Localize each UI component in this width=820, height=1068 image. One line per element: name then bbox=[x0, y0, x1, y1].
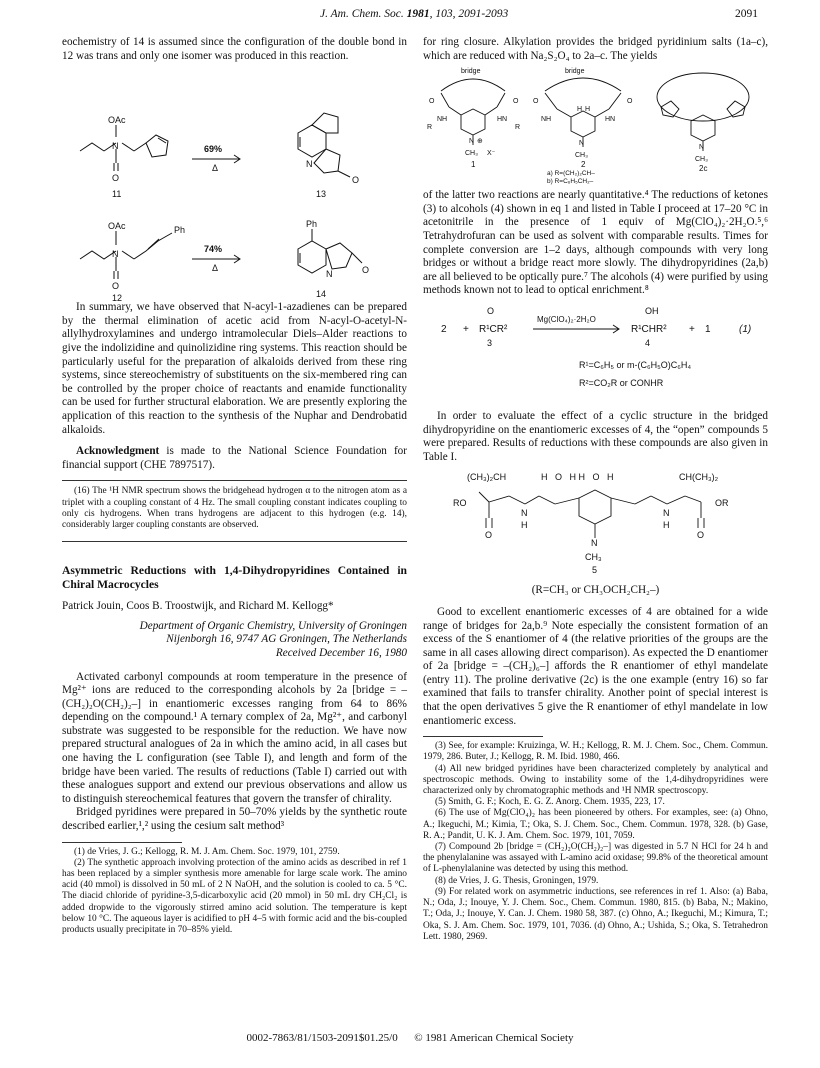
bridge-arc-1 bbox=[441, 79, 505, 91]
heat-symbol-2: Δ bbox=[212, 263, 219, 274]
sm11-vinyl bbox=[80, 143, 104, 151]
compound-label-5: 5 bbox=[592, 565, 598, 576]
svg-text:OH: OH bbox=[645, 305, 659, 316]
macrocycle-2c bbox=[657, 73, 749, 121]
r2-definition: R²=CO₂R or CONHR bbox=[579, 377, 664, 388]
pyridinium-ring bbox=[461, 109, 485, 135]
svg-text:H: H bbox=[663, 520, 670, 531]
compound-label-2c: 2c bbox=[699, 164, 708, 174]
summary-paragraph: In summary, we have observed that N-acyl-1-azadienes can be prepared by the thermal elimination of acetic acid from N-acyl-O-acetyl-N-allylhydroxylamines and undergo intramolecular Diels–Alder reactions to give the indolizidine and quinolizidine ring systems. This reaction should be particularly useful for the preparation of alkaloids derived from these ring systems, since stereochemistry of substituents on the six-membered ring can be controlled by the proper choice of reactants and enamide functionality can be used for further structural elaboration. We are presently exploring the application of this reaction to the synthesis of the Nuphar and Dendrobatid alkaloids. bbox=[62, 301, 407, 436]
svg-text:O: O bbox=[429, 98, 435, 106]
svg-text:CH₃: CH₃ bbox=[585, 552, 602, 563]
footnote-7: (7) Compound 2b [bridge = (CH₂)₂O(CH₂)₂–] was digested in 5.7 N HCl for 24 h and the phenylalanine was assayed with L-amino acid oxidase; 99.8% of the theoretical amount of L-phenylalanine was detected by using this method. bbox=[423, 842, 768, 875]
paragraph: eochemistry of 14 is assumed since the configuration of the double bond in 12 was trans and only one isomer was produced in this reaction. bbox=[62, 36, 407, 62]
svg-text:H: H bbox=[577, 106, 583, 114]
footnote-divider-2 bbox=[62, 842, 182, 843]
right-column bbox=[423, 36, 768, 943]
p14-ph: Ph bbox=[306, 219, 318, 230]
received-date: Received December 16, 1980 bbox=[275, 646, 407, 659]
svg-text:N: N bbox=[699, 144, 705, 152]
paragraph: In order to evaluate the effect of a cyclic structure in the bridged dihydropyridine on the enantiomeric excesses of 4, the “open” compounds 5 were prepared. Results of reductions with these compounds are also given in Table I. bbox=[423, 409, 768, 463]
article-code: 0002-7863/81/1503-2091$01.25/0 bbox=[246, 1032, 398, 1044]
eq-number: (1) bbox=[739, 323, 752, 335]
svg-text:O: O bbox=[485, 530, 493, 541]
footnote-16: (16) The ¹H NMR spectrum shows the bridgehead hydrogen α to the nitrogen atom as a triplet with a coupling constant of 4 Hz. The small coupling constant indicates coupling to only cis hydrogens. When trans hydrogens are adjacent to this hydrogen (e.g. 14), considerably larger coupling constants are observed. bbox=[62, 486, 407, 530]
sm12-oac: OAc bbox=[108, 221, 126, 232]
article-divider bbox=[62, 541, 407, 542]
bridged-pyridine-figure bbox=[423, 63, 768, 186]
svg-text:CH₃: CH₃ bbox=[575, 152, 588, 160]
svg-text:CH₃: CH₃ bbox=[465, 150, 478, 158]
svg-text:(CH₃)₂CH: (CH₃)₂CH bbox=[467, 472, 507, 483]
acknowledgment: Acknowledgment is made to the National Science Foundation for financial support (CHE 7897517). bbox=[62, 445, 407, 471]
footnote-8: (8) de Vries, J. G. Thesis, Groningen, 1979. bbox=[435, 875, 599, 886]
eq-product: R¹CHR² bbox=[631, 323, 667, 335]
svg-text:NH: NH bbox=[541, 116, 552, 124]
footnote-2: (2) The synthetic approach involving protection of the amino acids as described in ref 1 has been replaced by a simpler synthesis more amenable for large scale work. The amino acid (40 mmol) is dissolved in 50 mL of 2 N NaOH, and the solution is cooled to ca. 5 °C. The diacid chloride of pyridine-3,5-dicarboxylic acid (20 mmol) in 50 mL dry CH₂Cl₂ is added dropwide to the vigorously stirred amino acid solution. The temperature is kept below 10 °C. The aqueous layer is acidified to pH 4–5 with formic acid and the bis-coupled products usually precipitate in 70–85% yield. bbox=[62, 857, 407, 936]
yield-1: 69% bbox=[204, 144, 223, 155]
svg-text:R: R bbox=[427, 124, 433, 132]
dihydropyridine-ring-2c bbox=[691, 115, 715, 141]
page-footer bbox=[0, 1032, 820, 1044]
svg-text:+: + bbox=[689, 323, 695, 335]
left-column bbox=[62, 36, 407, 936]
compound-label-13: 13 bbox=[316, 189, 327, 200]
svg-text:HN: HN bbox=[497, 116, 508, 124]
svg-text:N: N bbox=[579, 140, 585, 148]
body-paragraph-1: Activated carbonyl compounds at room temperature in the presence of Mg²⁺ ions are reduced to the corresponding alcohols by 2a [bridge = –(CH₂)₂O(CH₂)₂–] in enantiomeric excesses ranging from 64 to 86% depending on the compound.¹ A ternary complex of 2a, Mg²⁺, and carbonyl substrate was suggested to be responsible for the reduction. We have now prepared structural analogues of 2a in which the amino acid, in all cases but one having the L configuration (see Table I), and length and form of the bridge have been varied. The results of reductions (Table I) carried out with these analogues support and extend our previous observations and allow us to distinguish stereochemical features that govern the transfer of chirality. bbox=[62, 670, 407, 805]
dihydropyridine-ring bbox=[571, 111, 595, 137]
paragraph: Good to excellent enantiomeric excesses of 4 are obtained for a wide range of bridges for 2a,b.⁹ Note especially the consistent formation of an excess of the S enantiomer of 4 (the relative priorities of the groups are the same in all cases allowing direct comparison). As expected the D enantiomer of 2a [bridge = –(CH₂)₆–] affords the R enantiomer of ethyl mandelate (entry 11). The proline derivative (2c) is the one example (entry 16) so far examined that fails to transfer chirality. Another point of special interest is that the open derivatives 5 give the R enantiomer of ethyl mandelate in low enantiomeric excess. bbox=[423, 605, 768, 727]
heat-symbol-1: Δ bbox=[212, 163, 219, 174]
svg-text:O: O bbox=[487, 305, 495, 316]
sm12-structure bbox=[80, 231, 172, 279]
authors: Patrick Jouin, Coos B. Troostwijk, and Richard M. Kellogg* bbox=[62, 600, 334, 613]
compound-label-12: 12 bbox=[112, 293, 123, 304]
footnote-divider bbox=[62, 480, 407, 481]
svg-text:H: H bbox=[521, 520, 528, 531]
svg-text:CH(CH₃)₂: CH(CH₃)₂ bbox=[679, 472, 719, 483]
p14-o: O bbox=[362, 265, 370, 276]
compound-5-note: (R=CH₃ or CH₃OCH₂CH₂–) bbox=[531, 584, 660, 597]
bridge-arc-2 bbox=[545, 78, 621, 91]
p13-n: N bbox=[306, 159, 313, 170]
footnote-5: (5) Smith, G. F.; Koch, E. G. Z. Anorg. Chem. 1935, 223, 17. bbox=[435, 797, 665, 808]
product-14-structure bbox=[298, 229, 362, 273]
svg-text:R: R bbox=[515, 124, 521, 132]
yield-2: 74% bbox=[204, 244, 223, 255]
sm12-ph: Ph bbox=[174, 225, 186, 236]
footnote-4: (4) All new bridged pyridines have been characterized completely by analytical and spectroscopic methods. Owing to instability some of the 1,4-dihydropyridines were characterized only by chromatographic methods and ¹H NMR spectroscopy. bbox=[423, 763, 768, 797]
svg-text:OR: OR bbox=[715, 498, 729, 509]
svg-text:O: O bbox=[697, 530, 705, 541]
affiliation-line-1: Department of Organic Chemistry, University of Groningen bbox=[139, 619, 407, 632]
page-header bbox=[0, 8, 820, 24]
r1-definition: R¹=C₆H₅ or m-(C₆H₅O)C₆H₄ bbox=[579, 359, 692, 370]
footnote-9: (9) For related work on asymmetric inductions, see references in ref 1. Also: (a) Baba, N.; Oda, J.; Inouye, Y. J. Chem. Soc., Chem. Commun. 1980, 815. (b) Baba, N.; Makino, T.; Oda, J.; Inouye, Y. Can. J. Chem. 1980 58, 387. (c) Ohno, A.; Ikeguchi, M.; Kimura, T.; Oka, S. J. Am. Chem. Soc. 1979, 101, 7036. (d) Ohno, A.; Ushida, S.; Oka, S. Tetrahedron Lett. 1980, 2969. bbox=[423, 886, 768, 942]
footnote-3: (3) See, for example: Kruizinga, W. H.; Kellogg, R. M. J. Chem. Soc., Chem. Commun. 1979, 286. Buter, J.; Kellogg, R. M. Ibid. 1980, 466. bbox=[423, 741, 768, 763]
dihydropyridine-ring-5 bbox=[579, 490, 611, 524]
bridge-label-1: bridge bbox=[461, 68, 481, 76]
p14-n: N bbox=[326, 269, 333, 280]
eq-reactant-2: 2 bbox=[441, 323, 447, 335]
plus-charge: ⊕ bbox=[477, 138, 483, 146]
note-a: a) R=(CH₂)₂CH– bbox=[547, 170, 595, 178]
compound-label-2: 2 bbox=[581, 160, 586, 170]
page-number: 2091 bbox=[735, 8, 758, 20]
svg-text:NH: NH bbox=[437, 116, 448, 124]
p13-o: O bbox=[352, 175, 360, 186]
svg-text:O: O bbox=[533, 98, 539, 106]
eq-reagent: Mg(ClO₄)₂·2H₂O bbox=[537, 314, 596, 324]
svg-text:RO: RO bbox=[453, 498, 467, 509]
eq-product-num: 4 bbox=[645, 337, 651, 348]
footnote-6: (6) The use of Mg(ClO₄)₂ has been pioneered by others. For examples, see: (a) Ohno, A.; Ikeguchi, M.; Kimia, T.; Oka, S. J. Chem. Soc., Chem. Commun. 1978, 328. (b) Gase, R. A.; Pandit, U. K. J. Am. Chem. Soc. 1979, 101, 7059. bbox=[423, 808, 768, 841]
svg-text:H O H H O H: H O H H O H bbox=[541, 472, 614, 483]
equation-1 bbox=[423, 302, 768, 408]
sm12-n: N bbox=[112, 249, 119, 260]
sm12-o: O bbox=[112, 281, 120, 292]
eq-ketone: R¹CR² bbox=[479, 323, 508, 335]
cyclopentene-ring bbox=[146, 135, 168, 157]
footnote-1: (1) de Vries, J. G.; Kellogg, R. M. J. Am. Chem. Soc. 1979, 101, 2759. bbox=[74, 846, 340, 857]
sm11-o: O bbox=[112, 173, 120, 184]
reaction-scheme bbox=[62, 63, 407, 304]
footnotes-left bbox=[62, 847, 407, 937]
note-b: b) R=C₆H₅CH₂– bbox=[547, 178, 594, 186]
svg-text:O: O bbox=[513, 98, 519, 106]
footnotes-right bbox=[423, 741, 768, 943]
eq-byproduct: 1 bbox=[705, 323, 711, 335]
bridge-label-2: bridge bbox=[565, 68, 585, 76]
paragraph: for ring closure. Alkylation provides the bridged pyridinium salts (1a–c), which are reduced with Na₂S₂O₄ to 2a–c. The yields bbox=[423, 36, 768, 62]
svg-text:N: N bbox=[469, 138, 475, 146]
body-paragraph-2: Bridged pyridines were prepared in 50–70% yields by the synthetic route described earlier,¹,² using the cesium salt method³ bbox=[62, 806, 407, 833]
copyright: © 1981 American Chemical Society bbox=[414, 1032, 574, 1044]
svg-text:H: H bbox=[585, 106, 591, 114]
article-title: Asymmetric Reductions with 1,4-Dihydropyridines Contained in Chiral Macrocycles bbox=[62, 564, 407, 592]
svg-text:N: N bbox=[663, 508, 670, 519]
sm11-n: N bbox=[112, 141, 119, 152]
open-compound-5-figure bbox=[423, 468, 768, 580]
counterion: X⁻ bbox=[487, 150, 496, 158]
compound-label-11: 11 bbox=[112, 189, 122, 200]
svg-text:+: + bbox=[463, 323, 469, 335]
eq-ketone-num: 3 bbox=[487, 337, 493, 348]
paragraph: of the latter two reactions are nearly quantitative.⁴ The reductions of ketones (3) to alcohols (4) shown in eq 1 and listed in Table I proceed at 17–20 °C in acetonitrile in the presence of 1 equiv of Mg(ClO₄)₂·2H₂O.⁵,⁶ Tetrahydrofuran can be used as solvent with comparable results. Times for complete conversion are 1–2 days, although compounds with very long bridges or without a bridge react more slowly. The dihydropyridines (2a,b) are all believed to be optically pure.⁷ The alcohols (4) were purified by using methods known not to lead to optical enrichment.⁸ bbox=[423, 189, 768, 297]
compound-label-14: 14 bbox=[316, 289, 327, 300]
footnote-divider-3 bbox=[423, 736, 543, 737]
svg-text:N: N bbox=[521, 508, 528, 519]
svg-text:CH₃: CH₃ bbox=[695, 156, 708, 164]
svg-text:N: N bbox=[591, 538, 598, 549]
running-head: J. Am. Chem. Soc. 1981, 103, 2091-2093 bbox=[320, 8, 509, 20]
svg-text:HN: HN bbox=[605, 116, 616, 124]
compound-label-1: 1 bbox=[471, 160, 476, 170]
svg-text:O: O bbox=[627, 98, 633, 106]
affiliation-line-2: Nijenborgh 16, 9747 AG Groningen, The Netherlands bbox=[166, 633, 407, 646]
sm11-oac: OAc bbox=[108, 115, 126, 126]
